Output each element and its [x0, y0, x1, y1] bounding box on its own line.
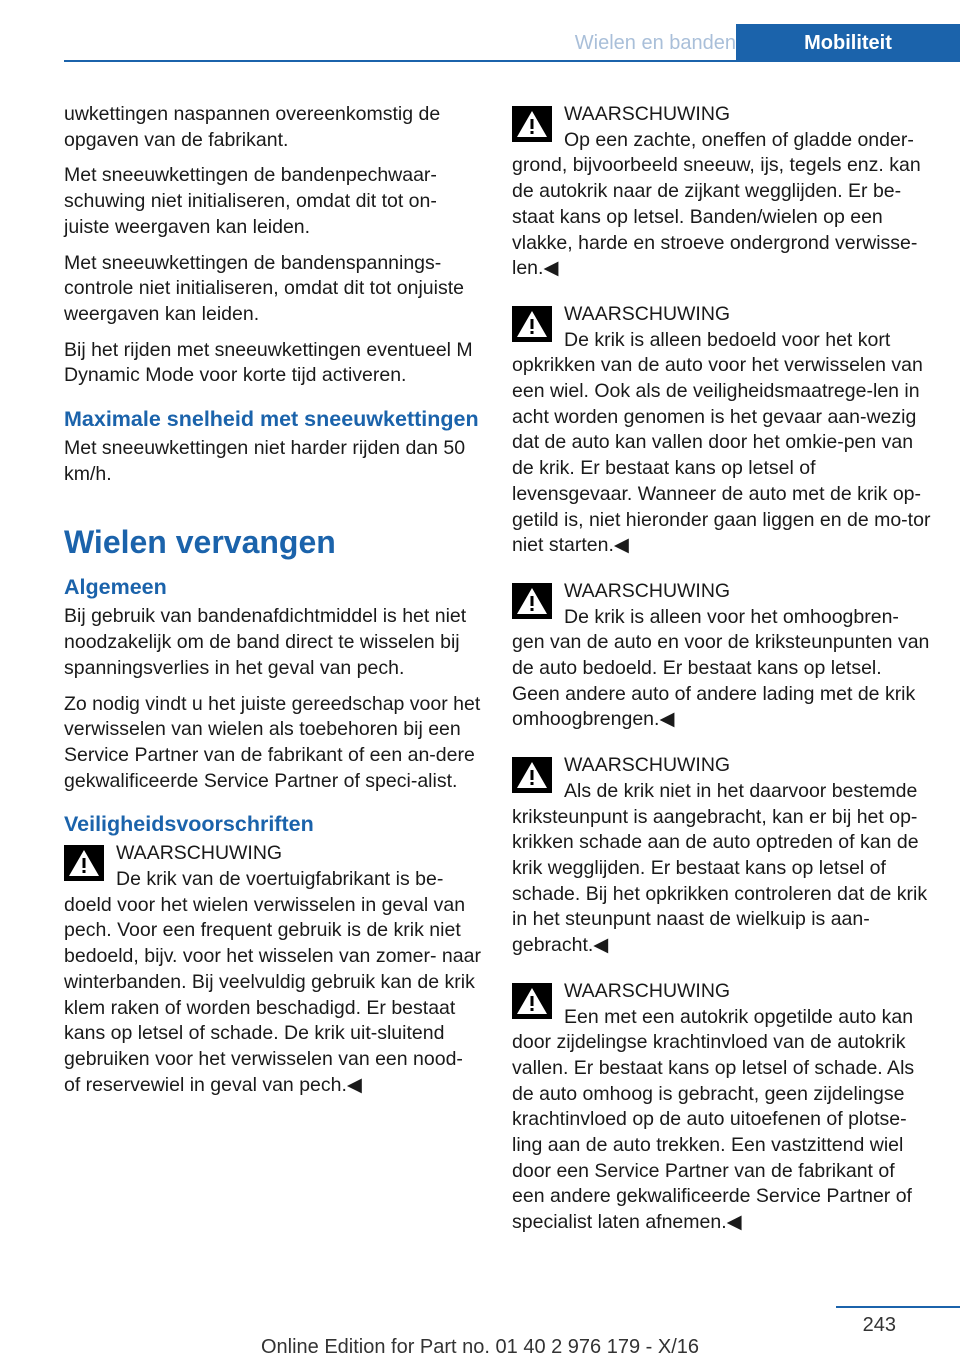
header-rule [64, 60, 736, 62]
warning-label: WAARSCHUWING [564, 579, 731, 602]
warning-text-first: Op een zachte, oneffen of gladde onder‐ [564, 128, 914, 151]
warning-icon [64, 845, 104, 881]
warning-label: WAARSCHUWING [564, 103, 731, 125]
warning-text-first: De krik is alleen voor het omhoogbren‐ [564, 605, 899, 628]
warning-text: opkrikken van de auto voor het verwisselen van een wiel. Ook als de veiligheidsmaatrege‐len in acht worden genomen is het gevaar aan‐wezig dat de auto kan vallen door het omkie‐pen van de krik. Er bestaat kans op letsel of levensgevaar. Wanneer de auto met de krik op‐getild is, niet hieronder gaan liggen en de mo‐tor niet starten.◀ [512, 354, 931, 557]
warning-label: WAARSCHUWING [564, 979, 731, 1002]
warning-text-first: De krik van de voertuigfabrikant is be‐ [116, 868, 444, 891]
paragraph: uwkettingen naspannen overeenkomstig de opgaven van de fabrikant. [64, 103, 441, 151]
warning-icon [512, 306, 552, 342]
heading-general: Algemeen [64, 575, 167, 600]
page-number: 243 [862, 1314, 896, 1336]
paragraph: Met sneeuwkettingen niet harder rijden dan 50 km/h. [64, 437, 466, 485]
heading-safety: Veiligheidsvoorschriften [64, 812, 314, 837]
warning-icon [512, 106, 552, 142]
warning-text-first: Als de krik niet in het daarvoor bestemde [564, 779, 918, 802]
warning-text: door zijdelingse krachtinvloed van de autokrik vallen. Er bestaat kans op letsel of schade. Als de auto omhoog is gebracht, geen zijdelingse krachtinvloed op de auto uitoefenen of plotse‐ling aan de auto trekken. Een vastzittend wiel door een Service Partner van de fabrikant of een andere gekwalificeerde Service Partner of specialist laten afnemen.◀ [512, 1031, 915, 1234]
warning-text: gen van de auto en voor de kriksteunpunten van de auto bedoeld. Er bestaat kans op letsel. Geen andere auto of andere lading met de krik omhoogbrengen.◀ [512, 631, 930, 731]
paragraph: Met sneeuwkettingen de bandenpechwaar‐schuwing niet initialiseren, omdat dit tot on‐juiste weergaven kan leiden. [64, 164, 437, 238]
warning-block [512, 302, 932, 559]
warning-text: doeld voor het wielen verwisselen in geval van pech. Voor een frequent gebruik is de krik niet bedoeld, bijv. voor het wisselen van zomer- naar winterbanden. Bij veelvuldig gebruik kan de krik klem raken of worden beschadigd. Er bestaat kans op letsel of schade. De krik uit‐sluitend gebruiken voor het verwisselen van een nood- of reservewiel in geval van pech.◀ [64, 893, 481, 1096]
warning-label: WAARSCHUWING [564, 754, 731, 777]
warning-icon [512, 983, 552, 1019]
warning-icon [512, 757, 552, 793]
paragraph: Zo nodig vindt u het juiste gereedschap voor het verwisselen van wielen als toebehoren bij een Service Partner van de fabrikant of een an‐dere gekwalificeerde Service Partner of speci‐alist. [64, 692, 481, 792]
warning-block [512, 979, 932, 1236]
left-column [64, 102, 482, 1118]
warning-block [512, 753, 932, 959]
warning-text: grond, bijvoorbeeld sneeuw, ijs, tegels enz. kan de autokrik naar de zijkant wegglijden. Er be‐staat kans op letsel. Banden/wielen op een vlakke, harde en stroeve ondergrond verwisse‐len.◀ [512, 154, 921, 280]
warning-label: WAARSCHUWING [116, 842, 283, 865]
paragraph: Met sneeuwkettingen de bandenspannings‐controle niet initialiseren, omdat dit tot onjuiste weergaven kan leiden. [64, 251, 464, 325]
paragraph: Bij gebruik van bandenafdichtmiddel is het niet noodzakelijk om de band direct te wisselen bij spanningsverlies in het geval van pech. [64, 605, 467, 679]
paragraph: Bij het rijden met sneeuwkettingen eventueel M Dynamic Mode voor korte tijd activeren. [64, 338, 473, 387]
right-column [512, 102, 932, 1256]
warning-block [512, 579, 932, 733]
page-header [0, 0, 960, 62]
heading-max-speed: Maximale snelheid met sneeuwkettingen [64, 407, 479, 432]
footer-rule [836, 1306, 960, 1308]
warning-label: WAARSCHUWING [564, 302, 731, 325]
warning-icon [512, 583, 552, 619]
section-title: Wielen en banden [574, 32, 736, 54]
warning-text: kriksteunpunt is aangebracht, kan er bij het op‐krikken schade aan de auto optreden of kan de krik wegglijden. Er bestaat kans op letsel of schade. Bij het opkrikken controleren dat de krik in het steunpunt naast de wielkuip is aan‐gebracht.◀ [512, 805, 928, 957]
edition-note: Online Edition for Part no. 01 40 2 976 179 - X/16 [260, 1336, 700, 1358]
warning-block [512, 102, 932, 282]
heading-wheel-change: Wielen vervangen [64, 524, 336, 561]
warning-text-first: Een met een autokrik opgetilde auto kan [564, 1005, 914, 1028]
chapter-tab: Mobiliteit [736, 24, 960, 62]
warning-text-first: De krik is alleen bedoeld voor het kort [564, 328, 891, 351]
warning-block [64, 841, 482, 1098]
